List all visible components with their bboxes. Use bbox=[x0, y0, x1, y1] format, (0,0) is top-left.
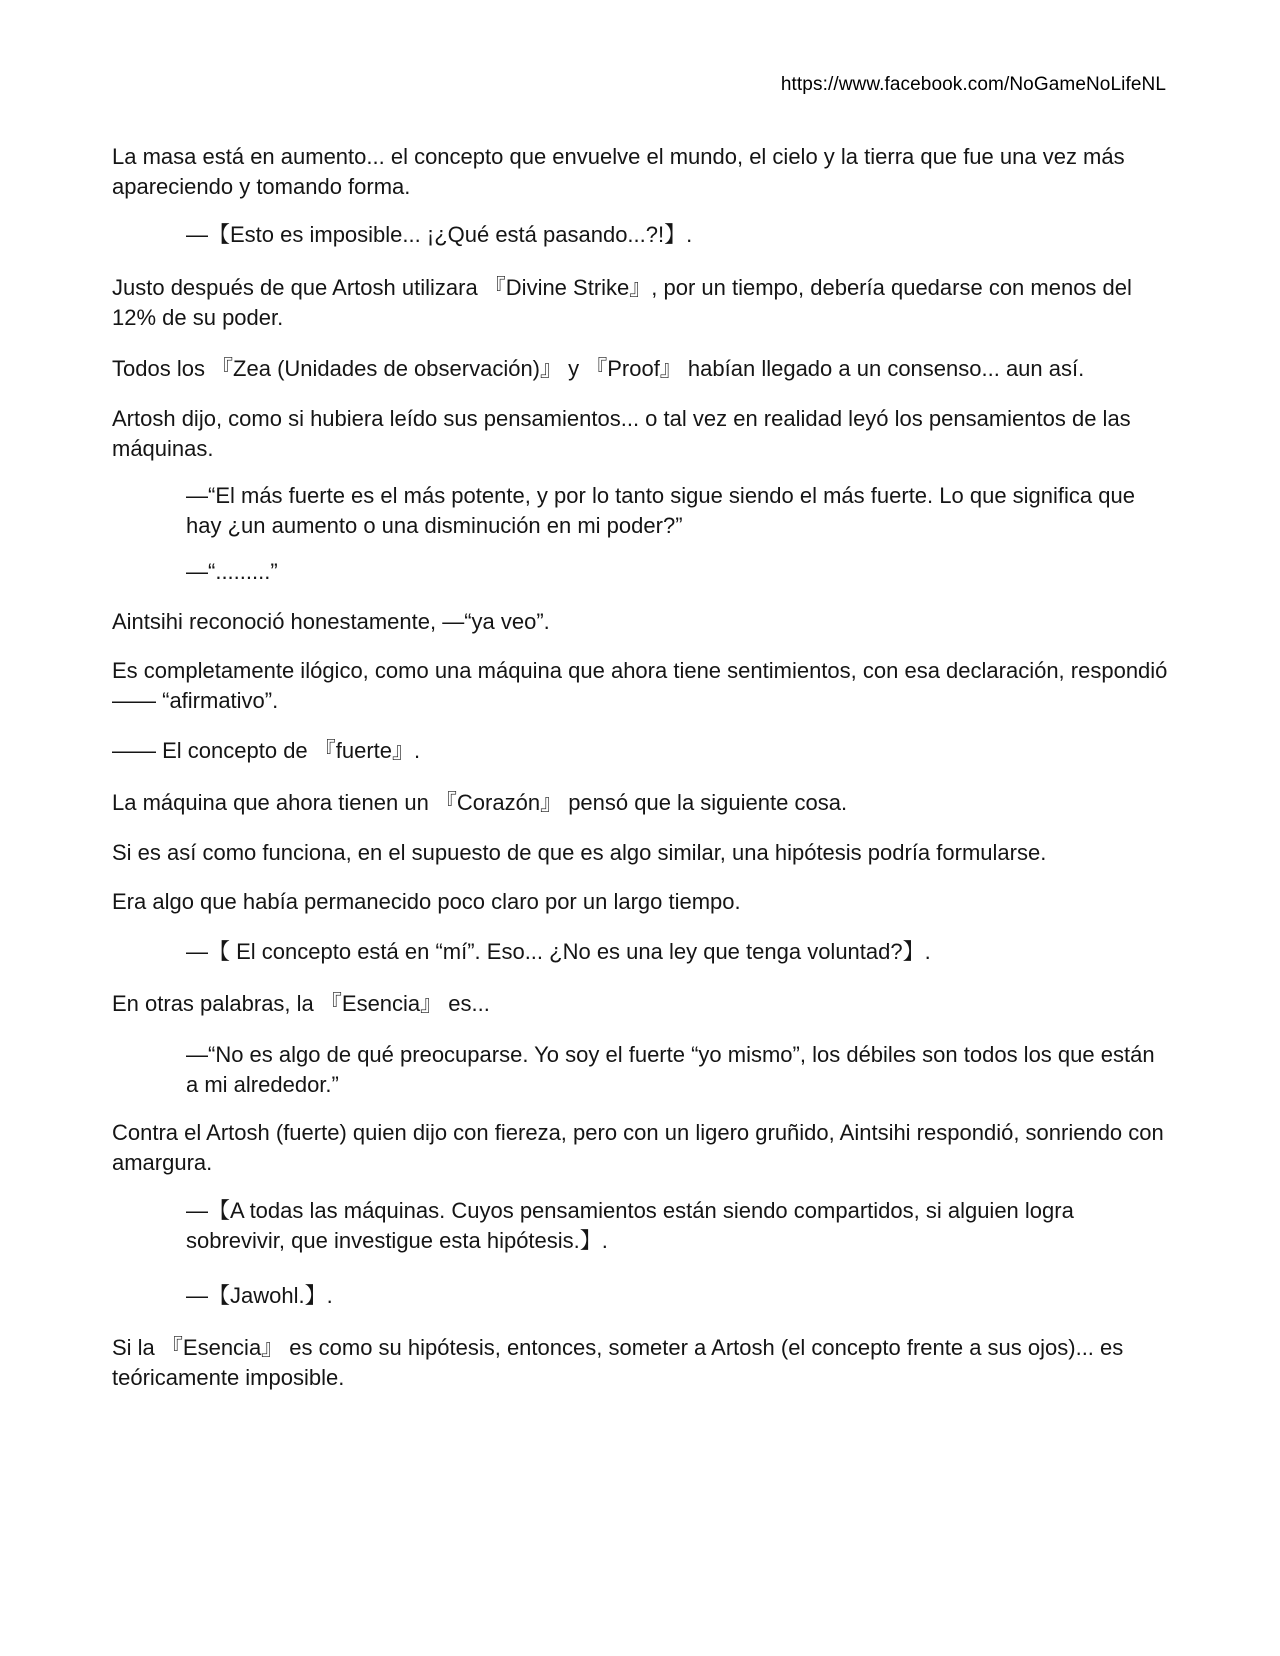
dialogue-line: —【Esto es imposible... ¡¿Qué está pasando...?!】. bbox=[186, 222, 693, 247]
paragraph: Si la 『Esencia』 es como su hipótesis, entonces, someter a Artosh (el concepto frente a sus ojos)... es teóricamente imposible. bbox=[112, 1335, 1124, 1390]
paragraph: Justo después de que Artosh utilizara 『Divine Strike』, por un tiempo, debería quedarse con menos del 12% de su poder. bbox=[112, 275, 1132, 330]
paragraph: La máquina que ahora tienen un 『Corazón』 pensó que la siguiente cosa. bbox=[112, 790, 848, 815]
dialogue-line: —【 El concepto está en “mí”. Eso... ¿No es una ley que tenga voluntad?】. bbox=[186, 939, 931, 964]
dialogue-line: —“El más fuerte es el más potente, y por lo tanto sigue siendo el más fuerte. Lo que significa que hay ¿un aumento o una disminución en mi poder?” bbox=[186, 483, 1135, 538]
paragraph: Si es así como funciona, en el supuesto de que es algo similar, una hipótesis podría formularse. bbox=[112, 840, 1047, 865]
paragraph: Contra el Artosh (fuerte) quien dijo con fiereza, pero con un ligero gruñido, Aintsihi respondió, sonriendo con amargura. bbox=[112, 1120, 1164, 1175]
paragraph: Artosh dijo, como si hubiera leído sus pensamientos... o tal vez en realidad leyó los pensamientos de las máquinas. bbox=[112, 406, 1131, 461]
paragraph: En otras palabras, la 『Esencia』 es... bbox=[112, 991, 490, 1016]
dialogue-line: —“.........” bbox=[186, 559, 278, 584]
dialogue-line: —“No es algo de qué preocuparse. Yo soy el fuerte “yo mismo”, los débiles son todos los que están a mi alrededor.” bbox=[186, 1042, 1155, 1097]
paragraph: —— El concepto de 『fuerte』. bbox=[112, 738, 421, 763]
paragraph: Era algo que había permanecido poco claro por un largo tiempo. bbox=[112, 889, 741, 914]
dialogue-line: —【Jawohl.】. bbox=[186, 1283, 333, 1308]
dialogue-line: —【A todas las máquinas. Cuyos pensamientos están siendo compartidos, si alguien logra sobrevivir, que investigue esta hipótesis.】. bbox=[186, 1198, 1074, 1253]
header-url: https://www.facebook.com/NoGameNoLifeNL bbox=[780, 74, 1166, 95]
paragraph: Todos los 『Zea (Unidades de observación)』 y 『Proof』 habían llegado a un consenso... aun así. bbox=[112, 356, 1085, 381]
paragraph: La masa está en aumento... el concepto que envuelve el mundo, el cielo y la tierra que fue una vez más apareciendo y tomando forma. bbox=[112, 144, 1125, 199]
paragraph: Es completamente ilógico, como una máquina que ahora tiene sentimientos, con esa declaración, respondió —— “afirmativo”. bbox=[112, 658, 1168, 713]
paragraph: Aintsihi reconoció honestamente, —“ya veo”. bbox=[112, 609, 550, 634]
